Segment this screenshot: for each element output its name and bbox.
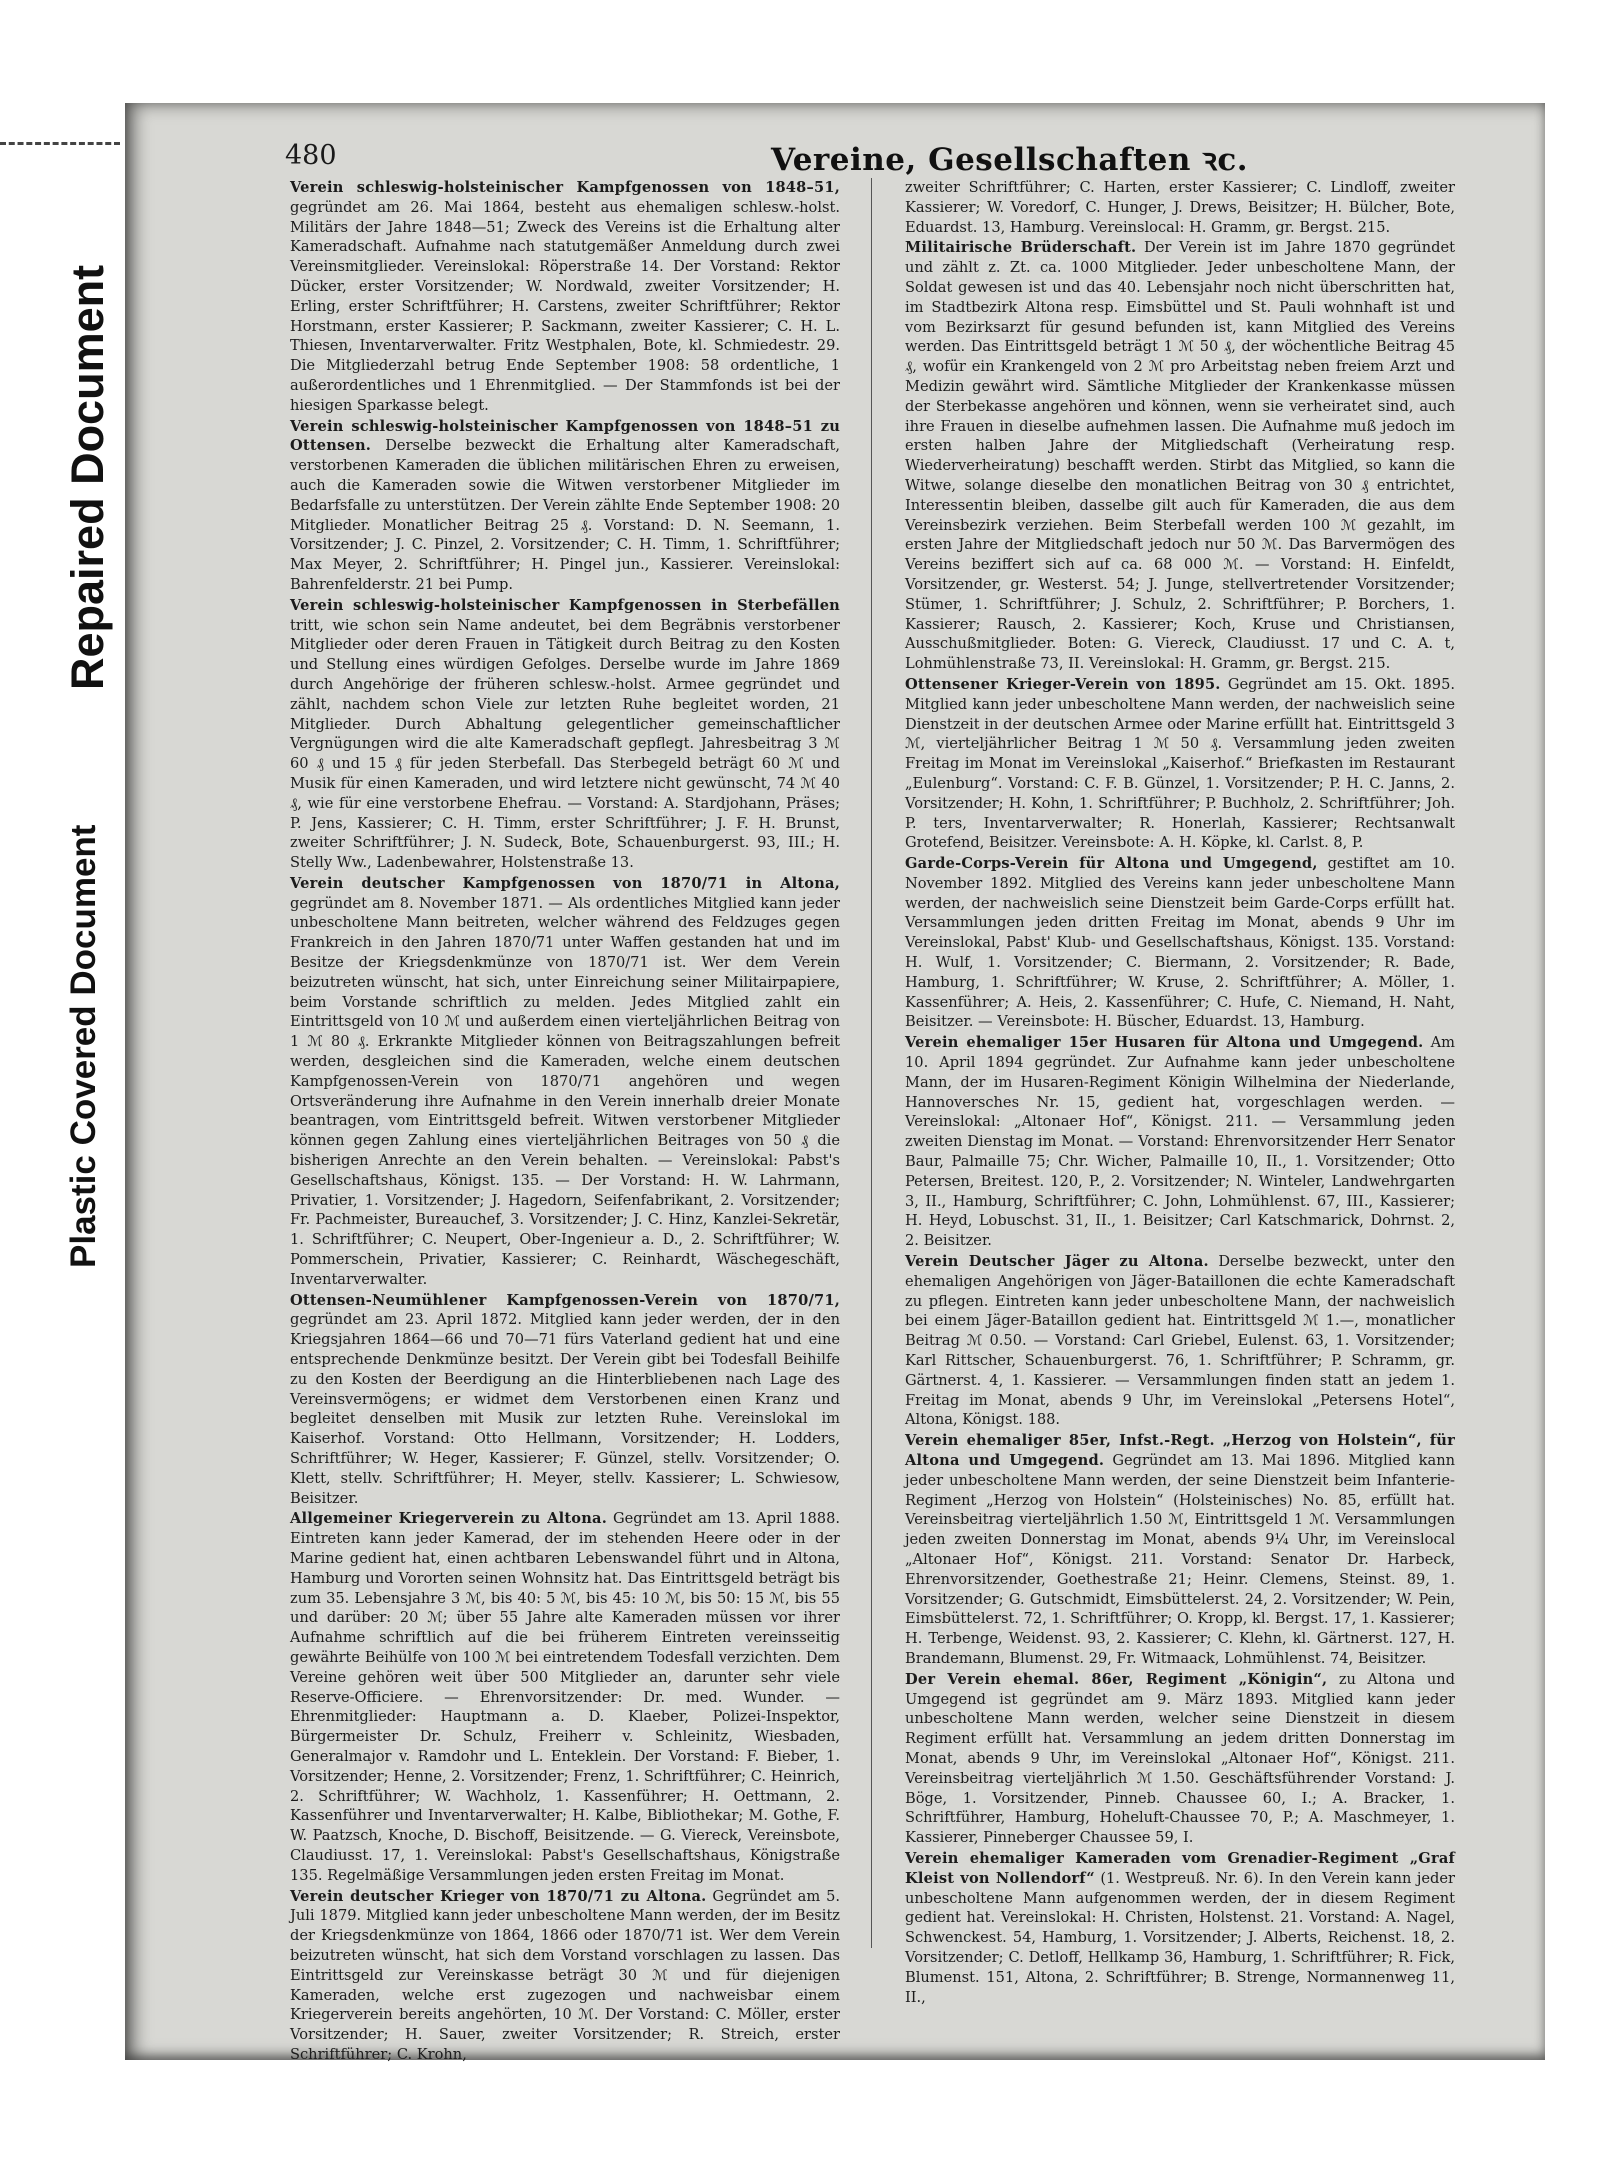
column-divider (871, 178, 872, 1948)
association-text: Gegründet am 13. April 1888. Eintreten kann jeder Kamerad, der im stehenden Heere oder in der Marine gedient hat, einen achtbaren Lebenswandel führt und in Altona, Hamburg und Vororten seinen Wohnsitz hat. Das Eintrittsgeld beträgt bis zum 35. Lebensjahre 3 ℳ, bis 40: 5 ℳ, bis 45: 10 ℳ, bis 50: 15 ℳ, bis 55 und darüber: 20 ℳ; über 55 Jahre alte Kameraden müssen vor ihrer Aufnahme schriftlich auf die bei früherem Eintreten vereinsseitig gewährte Beihülfe von 100 ℳ bei eintretendem Todesfall verzichten. Dem Vereine gehören weit über 500 Mitglieder an, darunter sehr viele Reserve-Officiere. — Ehrenvorsitzender: Dr. med. Wunder. — Ehrenmitglieder: Hauptmann a. D. Klaeber, Polizei-Inspektor, Bürgermeister Dr. Schulz, Freiherr v. Schleinitz, Wiesbaden, Generalmajor v. Ramdohr und L. Enteklein. Der Vorstand: F. Bieber, 1. Vorsitzender; Henne, 2. Vorsitzender; Frenz, 1. Schriftführer; C. Heinrich, 2. Schriftführer; W. Wachholz, 1. Kassenführer; H. Oettmann, 2. Kassenführer und Inventarverwalter; H. Kalbe, Bibliothekar; M. Gothe, F. W. Paatzsch, Knoche, D. Bischoff, Beisitzende. — G. Viereck, Vereinsbote, Claudiusst. 17, 1. Vereinslokal: Pabst's Gesellschaftshaus, Königstraße 135. Regelmäßige Versammlungen jeden ersten Freitag im Monat. (290, 1510, 841, 1884)
association-entry (905, 1849, 1455, 2007)
page-header (285, 140, 1615, 180)
page-edge-dashes (0, 142, 120, 145)
association-entry (290, 178, 840, 416)
association-entry (290, 596, 840, 873)
scanned-page (125, 103, 1545, 2063)
plastic-covered-document-stamp: Plastic Covered Document (64, 824, 103, 1268)
running-title: Vereine, Gesellschaften ꝛc. (771, 142, 1249, 178)
association-text: gegründet am 26. Mai 1864, besteht aus ehemaligen schlesw.-holst. Militärs der Jahre 1848—51; Zweck des Vereins ist die Erhaltung alter Kameradschaft. Aufnahme nach statutgemäßer Anmeldung durch zwei Vereinsmitglieder. Vereinslokal: Röperstraße 14. Der Vorstand: Rektor Dücker, erster Vorsitzender; W. Nordwald, zweiter Vorsitzender; H. Erling, erster Schriftführer; H. Carstens, zweiter Schriftführer; Rektor Horstmann, erster Kassierer; P. Sackmann, zweiter Kassierer; C. H. L. Thiesen, Inventarverwalter. Fritz Westphalen, Bote, kl. Schmiedestr. 29. Die Mitgliederzahl betrug Ende September 1908: 58 ordentliche, 1 außerordentliches und 1 Ehrenmitglied. — Der Stammfonds ist bei der hiesigen Sparkasse belegt. (290, 198, 840, 414)
association-entry (905, 238, 1455, 674)
association-entry (290, 417, 840, 595)
association-title: Verein ehemaliger 85er, Infst.-Regt. „Herzog von Holstein“, für Altona und Umgegend. (905, 1432, 1455, 1469)
association-entry (905, 1670, 1455, 1848)
association-entry (905, 854, 1455, 1032)
association-text: Derselbe bezweckt die Erhaltung alter Kameradschaft, verstorbenen Kameraden die üblichen militärischen Ehren zu erweisen, auch die Kameraden sowie die Witwen verstorbener Mitglieder im Bedarfsfalle zu unterstützen. Der Verein zählte Ende September 1908: 20 Mitglieder. Monatlicher Beitrag 25 ₰. Vorstand: D. N. Seemann, 1. Vorsitzender; J. C. Pinzel, 2. Vorsitzender; C. H. Timm, 1. Schriftführer; Max Meyer, 2. Schriftführer; H. Pingel jun., Kassierer. Vereinslokal: Bahrenfelderstr. 21 bei Pump. (290, 437, 841, 593)
association-text: (1. Westpreuß. Nr. 6). In den Verein kann jeder unbescholtene Mann aufgenommen werden, der in diesem Regiment gedient hat. Vereinslokal: H. Christen, Holstenst. 21. Vorstand: A. Nagel, Schwenckest. 54, Hamburg, 1. Vorsitzender; J. Alberts, Reichenst. 18, 2. Vorsitzender; C. Detloff, Hellkamp 36, Hamburg, 1. Schriftführer; R. Fick, Blumenst. 151, Altona, 2. Schriftführer; B. Strenge, Normannenweg 11, II., (905, 1869, 1456, 2006)
association-text: Gegründet am 5. Juli 1879. Mitglied kann jeder unbescholtene Mann werden, der im Besitz der Kriegsdenkmünze von 1864, 1866 oder 1870/71 ist. Wer dem Verein beizutreten wünscht, hat sich dem Vorstand vorschlagen zu lassen. Das Eintrittsgeld zur Vereinskasse beträgt 30 ℳ und für diejenigen Kameraden, welche erst zugezogen und nachweisbar einem Kriegerverein bereits angehörten, 10 ℳ. Der Vorstand: C. Möller, erster Vorsitzender; H. Sauer, zweiter Vorsitzender; R. Streich, erster Schriftführer; C. Krohn, (290, 1887, 841, 2063)
association-text: Der Verein ist im Jahre 1870 gegründet und zählt z. Zt. ca. 1000 Mitglieder. Jeder unbescholtene Mann, der Soldat gewesen ist und das 40. Lebensjahr noch nicht überschritten hat, im Stadtbezirk Altona resp. Eimsbüttel und St. Pauli wohnhaft ist und vom Bezirksarzt für gesund befunden ist, kann Mitglied des Vereins werden. Das Eintrittsgeld beträgt 1 ℳ 50 ₰, der wöchentliche Beitrag 45 ₰, wofür ein Krankengeld von 2 ℳ pro Arbeitstag neben freiem Arzt und Medizin gewährt wird. Sämtliche Mitglieder der Krankenkasse müssen der Sterbekasse angehören und können, wenn sie verheiratet sind, auch ihre Frauen in dieselbe aufnehmen lassen. Die Aufnahme muß jedoch im ersten halben Jahre der Mitgliedschaft (Verheiratung resp. Wiederverheiratung) beschafft werden. Stirbt das Mitglied, so kann die Witwe, solange dieselbe den monatlichen Beitrag von 30 ₰ entrichtet, Interessentin bleiben, dasselbe gilt auch für Kameraden, die aus dem Vereinsbezirk verziehen. Beim Sterbefall werden 100 ℳ gezahlt, im ersten Jahre der Mitgliedschaft jedoch nur 50 ℳ. Das Barvermögen des Vereins beziffert sich auf ca. 68 000 ℳ. — Vorstand: H. Einfeldt, Vorsitzender, gr. Westerst. 54; J. Junge, stellvertretender Vorsitzender; Stümer, 1. Schriftführer; J. Schulz, 2. Schriftführer; P. Borchers, 1. Kassierer; Rausch, 2. Kassierer; Koch, Kruse und Christiansen, Ausschußmitglieder. Boten: G. Viereck, Claudiusst. 17 und C. A. t, Lohmühlenstraße 73, II. Vereinslokal: H. Gramm, gr. Bergst. 215. (905, 239, 1455, 673)
association-title: Verein deutscher Krieger von 1870/71 zu Altona. (290, 1887, 707, 1905)
page-number: 480 (285, 140, 337, 171)
association-text: gegründet am 23. April 1872. Mitglied kann jeder werden, der in den Kriegsjahren 1864—66 und 70—71 fürs Vaterland gedient hat und eine entsprechende Denkmünze besitzt. Der Verein gibt bei Todesfall Beihilfe zu den Kosten der Beerdigung an die Hinterbliebenen nach Lage des Vereinsvermögens; er widmet dem Verstorbenen einen Kranz und begleitet denselben mit Musik zur letzten Ruhe. Vereinslokal im Kaiserhof. Vorstand: Otto Hellmann, Vorsitzender; H. Lodders, Schriftführer; W. Heger, Kassierer; F. Günzel, stellv. Vorsitzender; O. Klett, stellv. Schriftführer; H. Meyer, stellv. Kassierer; L. Schwiesow, Beisitzer. (290, 1311, 840, 1507)
association-title: Verein schleswig-holsteinischer Kampfgenossen von 1848–51 zu Ottensen. (290, 417, 840, 455)
association-entry (290, 874, 840, 1290)
association-entry (290, 1291, 840, 1509)
right-column (905, 178, 1456, 2006)
association-title: Verein ehemaliger Kameraden vom Grenadier-Regiment „Graf Kleist von Nollendorf“ (905, 1849, 1455, 1887)
association-text: gegründet am 8. November 1871. — Als ordentliches Mitglied kann jeder unbescholtene Mann beitreten, welcher während des Feldzuges gegen Frankreich in den Jahren 1870/71 unter Waffen gestanden hat und im Besitze der Kriegsdenkmünze von 1870/71 ist. Wer dem Verein beizutreten wünscht, hat sich, unter Einreichung seiner Militairpapiere, beim Vorstande schriftlich zu melden. Jedes Mitglied zahlt ein Eintrittsgeld von 10 ℳ und außerdem einen vierteljährlichen Beitrag von 1 ℳ 80 ₰. Erkrankte Mitglieder können von Beitragszahlungen befreit werden, desgleichen sind die Kameraden, welche einem deutschen Kampfgenossen-Verein von 1870/71 angehören und wegen Ortsveränderung ihre Aufnahme in den Verein innerhalb dreier Monate beantragen, vom Eintrittsgeld befreit. Witwen verstorbener Mitglieder können gegen Zahlung eines vierteljährlichen Beitrages von 50 ₰ die bisherigen Anrechte an den Verein behalten. — Vereinslokal: Pabst's Gesellschaftshaus, Königst. 135. — Der Vorstand: H. W. Lahrmann, Privatier, 1. Vorsitzender; J. Hagedorn, Seifenfabrikant, 2. Vorsitzender; Fr. Pachmeister, Bureauchef, 3. Vorsitzender; J. C. Hinz, Kanzlei-Sekretär, 1. Schriftführer; C. Neupert, Ober-Ingenieur a. D., 2. Schriftführer; W. Pommerschein, Privatier, Kassierer; C. Reinhardt, Wäschegeschäft, Inventarverwalter. (290, 894, 840, 1288)
association-text: zu Altona und Umgegend ist gegründet am 9. März 1893. Mitglied kann jeder unbescholtene Mann werden, welcher seine Dienstzeit in diesem Regiment erfüllt hat. Versammlung an jedem dritten Donnerstag im Monat, abends 9 Uhr, im Vereinslokal „Altonaer Hof“, Königst. 211. Vereinsbeitrag vierteljährlich ℳ 1.50. Geschäftsführender Vorstand: J. Böge, 1. Vorsitzender, Pinneb. Chaussee 60, I.; A. Bracker, 1. Schriftführer, Hamburg, Hoheluft-Chaussee 70, P.; A. Maschmeyer, 1. Kassierer, Pinneberger Chaussee 59, I. (905, 1670, 1456, 1847)
association-title: Verein ehemaliger 15er Husaren für Altona und Umgegend. (905, 1034, 1424, 1052)
association-title: Allgemeiner Kriegerverein zu Altona. (290, 1510, 607, 1528)
association-title: Ottensen-Neumühlener Kampfgenossen-Verein von 1870/71, (290, 1291, 840, 1309)
association-text: tritt, wie schon sein Name andeutet, bei dem Begräbnis verstorbener Mitglieder oder deren Frauen in Tätigkeit durch Beitrag zu den Kosten und Stellung eines würdigen Gefolges. Derselbe wurde im Jahre 1869 durch Angehörige der früheren schlesw.-holst. Armee gegründet und zählt, nachdem schon Viele zur letzten Ruhe begleitet worden, 21 Mitglieder. Durch Abhaltung gelegentlicher gemeinschaftlicher Vergnügungen wird die alte Kameradschaft gepflegt. Jahresbeitrag 3 ℳ 60 ₰ und 15 ₰ für jeden Sterbefall. Das Sterbegeld beträgt 60 ℳ und Musik für einen Kameraden, und wird letztere nicht gewünscht, 74 ℳ 40 ₰, wie für eine verstorbene Ehefrau. — Vorstand: A. Stardjohann, Präses; P. Jens, Kassierer; C. H. Timm, erster Schriftführer; J. F. H. Brunst, zweiter Schriftführer; J. N. Sudeck, Bote, Schauenburgerst. 93, III.; H. Stelly Ww., Ladenbewahrer, Holstenstraße 13. (290, 616, 840, 872)
association-entry (905, 178, 1455, 237)
association-entry (905, 1431, 1455, 1669)
association-entry (290, 1887, 840, 2065)
association-text: Am 10. April 1894 gegründet. Zur Aufnahme kann jeder unbescholtene Mann, der im Husaren-Regiment Königin Wilhelmina der Niederlande, Hannoversches Nr. 15, gedient hat, vorgeschlagen werden. — Vereinslokal: „Altonaer Hof“, Königst. 211. — Versammlung jeden zweiten Dienstag im Monat. — Vorstand: Ehrenvorsitzender Herr Senator Baur, Palmaille 75; Chr. Wicher, Palmaille 10, II., 1. Vorsitzender; Otto Petersen, Breitest. 120, P., 2. Vorsitzender; N. Winteler, Landwehrgarten 3, II., Hamburg, Schriftführer; C. John, Lohmühlenst. 67, III., Kassierer; H. Heyd, Lobuschst. 31, II., 1. Beisitzer; Carl Katschmarick, Dohrnst. 2, 2. Beisitzer. (905, 1034, 1456, 1250)
association-title: Verein Deutscher Jäger zu Altona. (905, 1253, 1209, 1271)
association-title: Der Verein ehemal. 86er, Regiment „Königin“, (905, 1670, 1328, 1688)
association-text: zweiter Schriftführer; C. Harten, erster Kassierer; C. Lindloff, zweiter Kassierer; W. Voredorf, C. Hunger, J. Drews, Beisitzer; H. Bülcher, Bote, Eduardst. 13, Hamburg. Vereinslocal: H. Gramm, gr. Bergst. 215. (905, 179, 1455, 236)
left-column (290, 178, 841, 2063)
association-entry (290, 1509, 840, 1885)
association-entry (905, 1033, 1455, 1251)
association-text: gestiftet am 10. November 1892. Mitglied des Vereins kann jeder unbescholtene Mann werden, der nachweislich seine Dienstzeit beim Garde-Corps erfüllt hat. Versammlungen jeden dritten Freitag im Monat, abends 9 Uhr im Vereinslokal, Pabst' Klub- und Gesellschaftshaus, Königst. 135. Vorstand: H. Wulf, 1. Vorsitzender; C. Biermann, 2. Vorsitzender; R. Bade, Hamburg, 1. Schriftführer; W. Kruse, 2. Schriftführer; A. Möller, 1. Kassenführer; A. Heis, 2. Kassenführer; C. Hufe, C. Niemand, H. Naht, Beisitzer. — Vereinsbote: H. Büscher, Eduardst. 13, Hamburg. (905, 855, 1455, 1031)
association-title: Verein schleswig-holsteinischer Kampfgenossen von 1848–51, (290, 179, 840, 196)
repaired-document-stamp: Repaired Document (62, 264, 113, 690)
association-title: Ottensener Krieger-Verein von 1895. (905, 675, 1221, 693)
association-text: Gegründet am 13. Mai 1896. Mitglied kann jeder unbescholtene Mann werden, der seine Dienstzeit beim Infanterie-Regiment „Herzog von Holstein“ (Holsteinisches) No. 85, erfüllt hat. Vereinsbeitrag vierteljährlich 1.50 ℳ, Eintrittsgeld 1 ℳ. Versammlungen jeden zweiten Donnerstag im Monat, abends 9¼ Uhr, im Vereinslocal „Altonaer Hof“, Königst. 211. Vorstand: Senator Dr. Harbeck, Ehrenvorsitzender, Goethestraße 21; Heinr. Clemens, Steinst. 89, 1. Vorsitzender; G. Gutschmidt, Eimsbüttelerst. 24, 2. Vorsitzender; W. Pein, Eimsbüttelerst. 72, 1. Schriftführer; O. Kropp, kl. Bergst. 17, 1. Kassierer; H. Terbenge, Weidenst. 93, 2. Kassierer; C. Klehn, kl. Gärtnerst. 127, H. Brandemann, Blumenst. 29, Fr. Witmaack, Lohmühlenst. 74, Beisitzer. (905, 1452, 1455, 1667)
association-title: Verein deutscher Kampfgenossen von 1870/71 in Altona, (290, 874, 840, 892)
association-text: Gegründet am 15. Okt. 1895. Mitglied kann jeder unbescholtene Mann werden, der nachweislich seine Dienstzeit in der deutschen Armee oder Marine erfüllt hat. Eintrittsgeld 3 ℳ, vierteljährlicher Beitrag 1 ℳ 50 ₰. Versammlung jeden zweiten Freitag im Monat im Vereinslokal „Kaiserhof.“ Briefkasten im Restaurant „Eulenburg“. Vorstand: C. F. B. Günzel, 1. Vorsitzender; P. H. C. Janns, 2. Vorsitzender; H. Kohn, 1. Schriftführer; P. Buchholz, 2. Schriftführer; Joh. P. ters, Inventarverwalter; R. Honerlah, Kassierer; Rechtsanwalt Grotefend, Beisitzer. Vereinsbote: A. H. Köpke, kl. Carlst. 8, P. (905, 675, 1455, 852)
association-title: Garde-Corps-Verein für Altona und Umgegend, (905, 855, 1318, 873)
association-entry (905, 1252, 1455, 1430)
association-text: Derselbe bezweckt, unter den ehemaligen Angehörigen von Jäger-Bataillonen die echte Kameradschaft zu pflegen. Eintreten kann jeder unbescholtene Mann, der nachweislich bei einem Jäger-Bataillon gedient hat. Eintrittsgeld ℳ 1.—, monatlicher Beitrag ℳ 0.50. — Vorstand: Carl Griebel, Eulenst. 63, 1. Vorsitzender; Karl Rittscher, Schauenburgerst. 76, 1. Schriftführer; P. Schramm, gr. Gärtnerst. 4, 1. Kassierer. — Versammlungen finden statt an jedem 1. Freitag im Monat, abends 9 Uhr, im Vereinslokal „Petersens Hotel“, Altona, Königst. 188. (905, 1253, 1455, 1429)
association-title: Verein schleswig-holsteinischer Kampfgenossen in Sterbefällen (290, 596, 840, 614)
side-stamps (0, 0, 125, 1400)
association-entry (905, 675, 1455, 853)
association-title: Militairische Brüderschaft. (905, 239, 1137, 257)
